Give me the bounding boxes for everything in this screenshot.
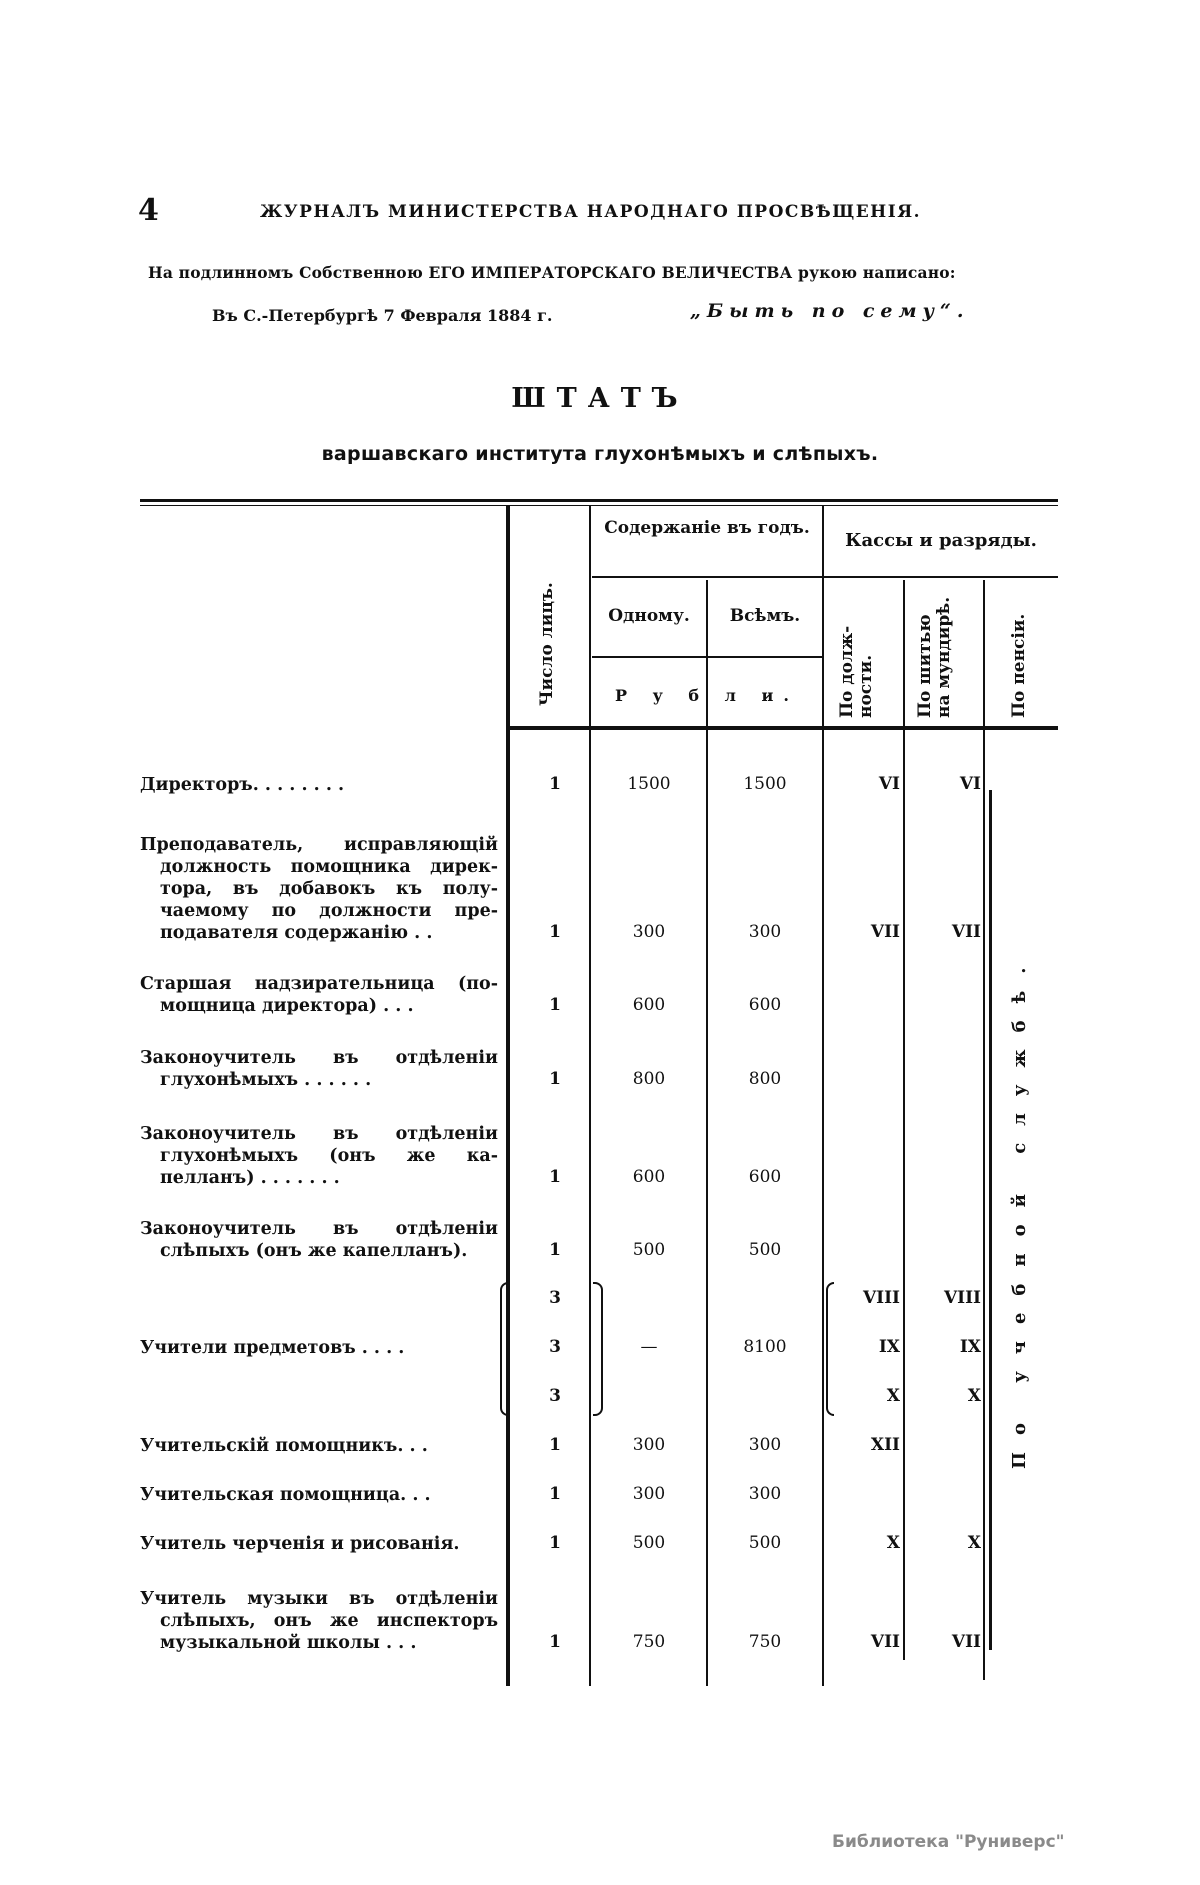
group-brace-classes: [826, 1282, 834, 1416]
salary-all-divider: [822, 506, 824, 1686]
salary-one-cell: 500: [632, 1240, 666, 1260]
row-label: [140, 834, 498, 944]
count-cell: 1: [549, 1632, 561, 1652]
row-label-line: Учитель музыки въ отдѣленіи: [140, 1589, 498, 1609]
uniform-class: VII: [951, 1632, 981, 1652]
count-cell: 3: [549, 1337, 561, 1357]
row-label-line: Преподаватель, исправляющій: [140, 835, 498, 855]
uniform-class: VIII: [943, 1288, 981, 1308]
salary-all-cell: 8100: [743, 1337, 787, 1357]
header-salary-all: Всѣмъ.: [729, 606, 801, 626]
count-cell: 1: [549, 1069, 561, 1089]
row-label-line: глухонѣмыхъ . . . . . .: [160, 1070, 372, 1090]
count-cell: 1: [549, 1484, 561, 1504]
count-cell: 1: [549, 774, 561, 794]
row-label-line: слѣпыхъ (онъ же капелланъ).: [160, 1241, 468, 1261]
row-label-line: Учительскій помощникъ. . .: [140, 1436, 428, 1456]
row-label: [140, 774, 498, 796]
salary-one-cell: —: [640, 1337, 658, 1357]
row-label: [140, 1533, 498, 1555]
row-label-line: Учительская помощница. . .: [140, 1485, 431, 1505]
count-cell: 1: [549, 995, 561, 1015]
uniform-class: X: [967, 1386, 981, 1406]
row-label: [140, 1484, 498, 1506]
table-top-rule-thin: [140, 505, 1058, 506]
salary-one-cell: 600: [632, 995, 666, 1015]
salary-all-cell: 300: [748, 1484, 782, 1504]
pension-bracket: [989, 790, 992, 1650]
position-class: VII: [870, 922, 900, 942]
salary-one-cell: 1500: [627, 774, 671, 794]
row-label-line: Законоучитель въ отдѣленіи: [140, 1219, 498, 1239]
salary-all-cell: 600: [748, 995, 782, 1015]
row-label-line: глухонѣмыхъ (онъ же ка-: [160, 1146, 498, 1166]
row-label-line: тора, въ добавокъ къ полу-: [160, 879, 498, 899]
row-label-line: Директоръ. . . . . . . .: [140, 775, 345, 795]
salary-one-cell: 600: [632, 1167, 666, 1187]
header-by-pension: По пенсіи.: [1009, 613, 1029, 718]
uniform-class: X: [967, 1533, 981, 1553]
row-label-line: подавателя содержанію . .: [160, 923, 433, 943]
sanction-place-date: Въ С.-Петербургѣ 7 Февраля 1884 г.: [212, 306, 553, 325]
header-salary-group: [592, 518, 822, 538]
row-label-line: чаемому по должности пре-: [160, 901, 498, 921]
row-label: [140, 1588, 498, 1654]
row-label: [140, 973, 498, 1017]
row-label-line: Учитель черченія и рисованія.: [140, 1534, 460, 1554]
label-column-divider: [506, 506, 510, 1686]
position-class: VI: [878, 774, 900, 794]
row-label-line: Законоучитель въ отдѣленіи: [140, 1048, 498, 1068]
position-class: VIII: [862, 1288, 900, 1308]
salary-all-cell: 600: [748, 1167, 782, 1187]
count-cell: 1: [549, 1240, 561, 1260]
row-label-line: Законоучитель въ отдѣленіи: [140, 1124, 498, 1144]
position-class: X: [886, 1533, 900, 1553]
row-label: [140, 1435, 498, 1457]
salary-one-cell: 300: [632, 1484, 666, 1504]
row-label-line: Учители предметовъ . . . .: [140, 1338, 405, 1358]
library-watermark: Библиотека "Руниверс": [832, 1832, 1065, 1852]
pension-note: По учебной службѣ.: [1009, 950, 1030, 1470]
header-salary-group-text: Содержаніе въ годъ.: [604, 518, 810, 538]
salary-one-cell: 750: [632, 1632, 666, 1652]
row-label: [140, 1218, 498, 1262]
class-group-rule: [824, 576, 1058, 578]
sanction-line: На подлинномъ Собственною ЕГО ИМПЕРАТОРСКАГО ВЕЛИЧЕСТВА рукою написано:: [148, 263, 956, 282]
document-title: ШТАТЪ: [511, 383, 689, 414]
count-cell: 1: [549, 1435, 561, 1455]
running-head: ЖУРНАЛЪ МИНИСТЕРСТВА НАРОДНАГО ПРОСВѢЩЕНІЯ.: [260, 202, 922, 222]
row-label-line: музыкальной школы . . .: [160, 1633, 417, 1653]
group-brace-left: [500, 1282, 510, 1416]
header-by-position: По долж- ности.: [837, 625, 876, 718]
uniform-class: IX: [959, 1337, 981, 1357]
salary-all-cell: 300: [748, 1435, 782, 1455]
salary-all-cell: 500: [748, 1240, 782, 1260]
uniform-class: VII: [951, 922, 981, 942]
table-top-rule: [140, 499, 1058, 502]
salary-one-cell: 300: [632, 922, 666, 942]
row-label: [140, 1047, 498, 1091]
header-class-group: Кассы и разряды.: [845, 530, 1037, 551]
salary-one-cell: 300: [632, 1435, 666, 1455]
row-label: [140, 1123, 498, 1189]
salary-all-cell: 300: [748, 922, 782, 942]
header-salary-one: Одному.: [608, 606, 690, 626]
header-count: Число лицъ.: [537, 582, 557, 706]
sanction-quote: „Быть по сему“.: [690, 300, 970, 322]
row-label-line: пелланъ) . . . . . . .: [160, 1168, 340, 1188]
row-label: [140, 1337, 498, 1359]
position-divider: [903, 580, 905, 1660]
salary-one-cell: 500: [632, 1533, 666, 1553]
row-label-line: мощница директора) . . .: [160, 996, 414, 1016]
salary-all-cell: 1500: [743, 774, 787, 794]
count-cell: 3: [549, 1386, 561, 1406]
count-cell: 1: [549, 1533, 561, 1553]
salary-one-cell: 800: [632, 1069, 666, 1089]
header-by-uniform: По шитью на мундирѣ.: [915, 596, 954, 718]
header-currency: Р у б л и.: [615, 686, 799, 705]
position-class: IX: [878, 1337, 900, 1357]
uniform-divider: [983, 580, 985, 1680]
count-cell: 1: [549, 922, 561, 942]
row-label-line: слѣпыхъ, онъ же инспекторъ: [160, 1611, 498, 1631]
uniform-class: VI: [959, 774, 981, 794]
position-class: XII: [870, 1435, 900, 1455]
row-label-line: Старшая надзирательница (по-: [140, 974, 498, 994]
page-number: 4: [138, 193, 159, 228]
position-class: VII: [870, 1632, 900, 1652]
salary-all-cell: 800: [748, 1069, 782, 1089]
document-subtitle: варшавскаго института глухонѣмыхъ и слѣпыхъ.: [321, 443, 879, 465]
salary-all-cell: 500: [748, 1533, 782, 1553]
count-cell: 3: [549, 1288, 561, 1308]
salary-all-cell: 750: [748, 1632, 782, 1652]
row-label-line: должность помощника дирек-: [160, 857, 498, 877]
count-cell: 1: [549, 1167, 561, 1187]
salary-one-divider: [706, 580, 708, 1686]
salary-group-rule: [592, 576, 822, 578]
count-column-divider: [589, 506, 591, 1686]
position-class: X: [886, 1386, 900, 1406]
